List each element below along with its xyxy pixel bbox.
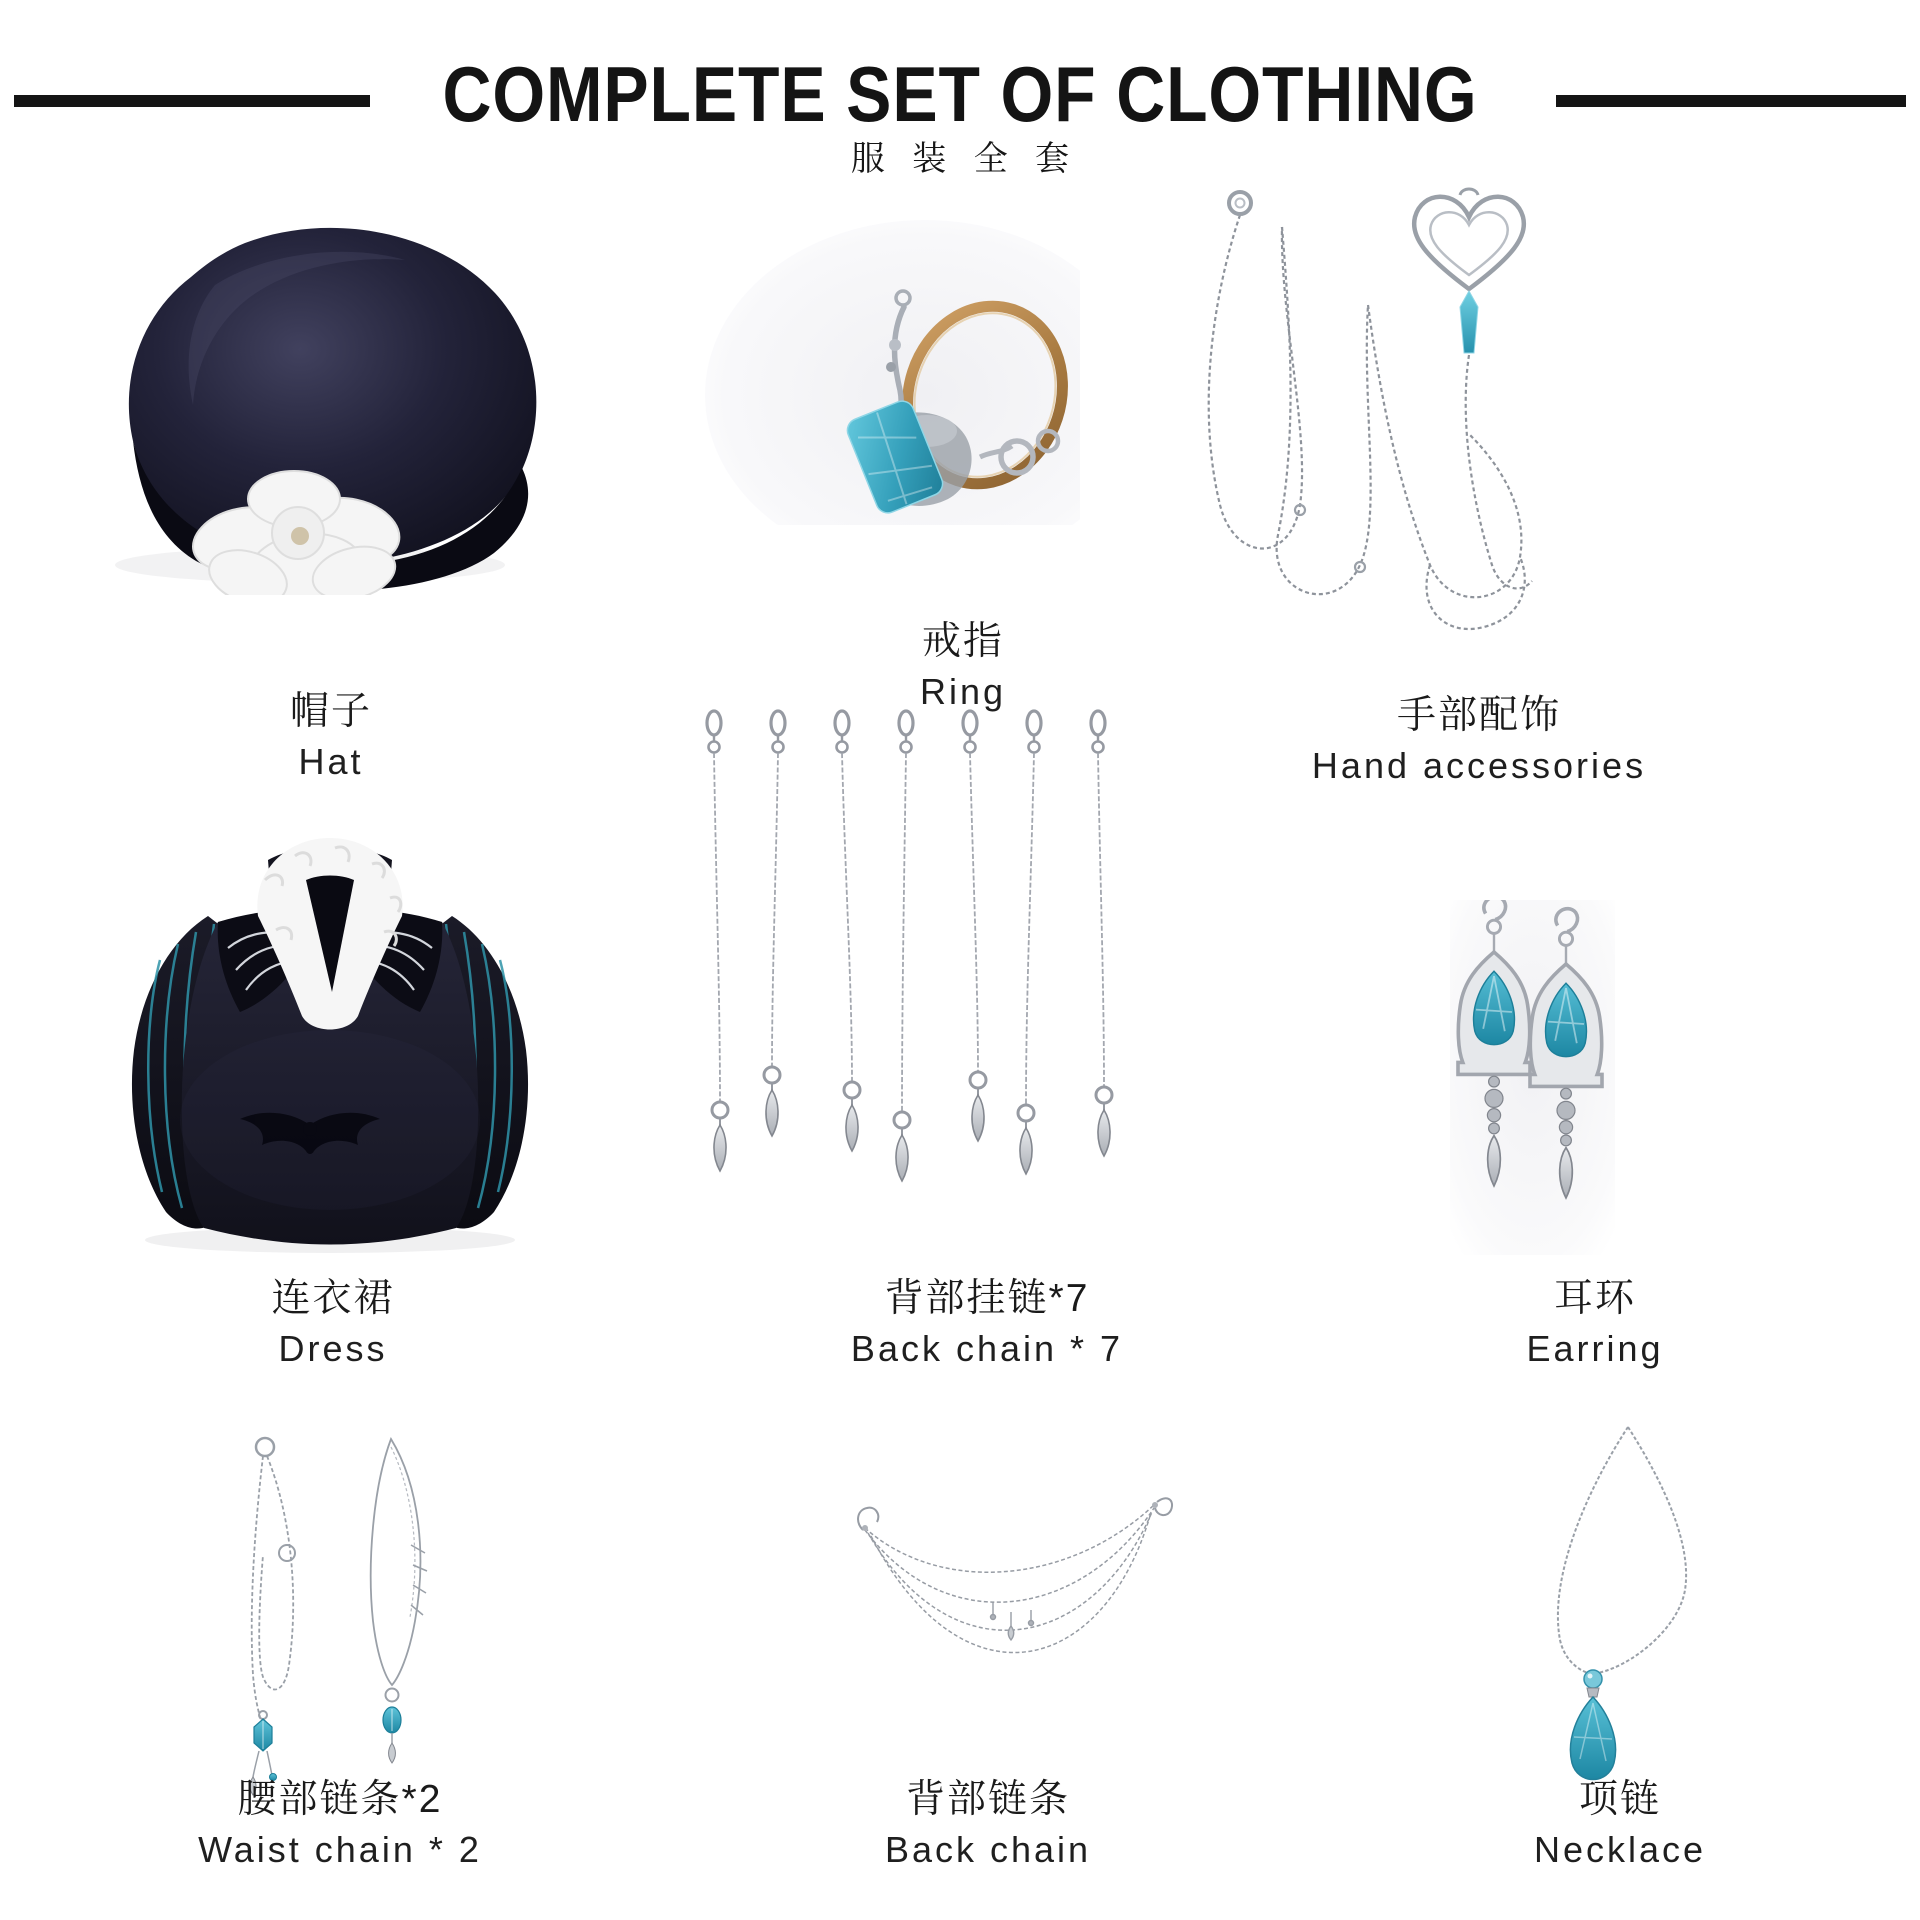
waist-chain-2-figure <box>195 1425 475 1800</box>
header-rule-right <box>1556 95 1906 107</box>
back-chain-7-label-en: Back chain * 7 <box>850 1327 1124 1369</box>
waist-chain-2-label-zh: 腰部链条*2 <box>237 1778 443 1821</box>
hand-accessories-label <box>1312 694 1646 786</box>
ring-label-en: Ring <box>919 670 1007 712</box>
hat-label <box>290 690 372 782</box>
necklace-bead <box>1584 1670 1602 1688</box>
drop-chain-5 <box>963 711 986 1141</box>
earrings-label-en: Earring <box>1526 1327 1664 1369</box>
drop-chain-3 <box>835 711 860 1151</box>
draped-chain-dangles <box>991 1602 1034 1640</box>
back-chain-label-en: Back chain <box>884 1828 1092 1870</box>
ring-label-zh: 戒指 <box>921 620 1005 663</box>
earrings-label-zh: 耳环 <box>1553 1277 1636 1320</box>
hat-photo <box>95 165 540 595</box>
hand-accessories-photo <box>1140 165 1570 665</box>
hat-label-zh: 帽子 <box>289 690 373 733</box>
dress-label <box>271 1277 394 1369</box>
waist-chain-left-bead <box>254 1719 272 1751</box>
draped-chains <box>858 1498 1172 1652</box>
back-chain-7-label-zh: 背部挂链*7 <box>884 1277 1090 1320</box>
drop-chain-7 <box>1091 711 1112 1156</box>
drop-chain-4 <box>894 711 913 1181</box>
hand-heart-ornament <box>1414 189 1524 353</box>
page-title: COMPLETE SET OF CLOTHING <box>442 50 1478 138</box>
earrings-photo <box>1450 900 1615 1255</box>
waist-chain-2-photo <box>195 1425 475 1800</box>
back-chain-7-label <box>851 1277 1123 1369</box>
hand-accessories-label-en: Hand accessories <box>1311 744 1647 786</box>
necklace-figure <box>1450 1415 1740 1800</box>
necklace-pendant-cap <box>1587 1688 1599 1697</box>
necklace-chain <box>1558 1427 1686 1673</box>
hat-figure <box>95 165 540 595</box>
dress-label-en: Dress <box>278 1327 388 1369</box>
hat-label-en: Hat <box>298 740 364 782</box>
back-chain-photo <box>845 1470 1175 1725</box>
back-chain-7-photo <box>690 695 1135 1215</box>
waist-chain-left <box>250 1438 295 1795</box>
back-chain-label <box>885 1778 1091 1870</box>
waist-chain-2-label-en: Waist chain * 2 <box>198 1828 482 1870</box>
dress-photo <box>100 820 560 1255</box>
earrings-figure <box>1450 900 1615 1255</box>
back-chain-7-figure <box>690 695 1135 1215</box>
dress-label-zh: 连衣裙 <box>271 1277 395 1320</box>
ring-photo <box>690 195 1080 525</box>
necklace-pendant-gem <box>1570 1697 1615 1780</box>
hand-accessories-label-zh: 手部配饰 <box>1396 694 1562 737</box>
ring-figure <box>690 195 1080 525</box>
page-subtitle: 服 装 全 套 <box>850 140 1079 178</box>
drop-chain-6 <box>1018 711 1041 1174</box>
necklace-label-en: Necklace <box>1533 1828 1707 1870</box>
necklace-photo <box>1450 1415 1740 1800</box>
waist-chain-right <box>371 1439 427 1763</box>
drop-chain-2 <box>764 711 785 1136</box>
drop-chain-1 <box>707 711 728 1171</box>
back-chain-label-zh: 背部链条 <box>905 1778 1071 1821</box>
necklace-label <box>1534 1778 1706 1870</box>
waist-chain-2-label <box>198 1778 482 1870</box>
hand-heart-crystal <box>1460 291 1478 353</box>
header-rule-left <box>14 95 370 107</box>
hand-accessories-figure <box>1140 165 1570 665</box>
back-chain-figure <box>845 1470 1175 1725</box>
hand-clasp <box>1229 192 1251 214</box>
necklace-label-zh: 项链 <box>1578 1778 1661 1821</box>
earrings-label <box>1526 1277 1663 1369</box>
dress-figure <box>100 820 560 1255</box>
